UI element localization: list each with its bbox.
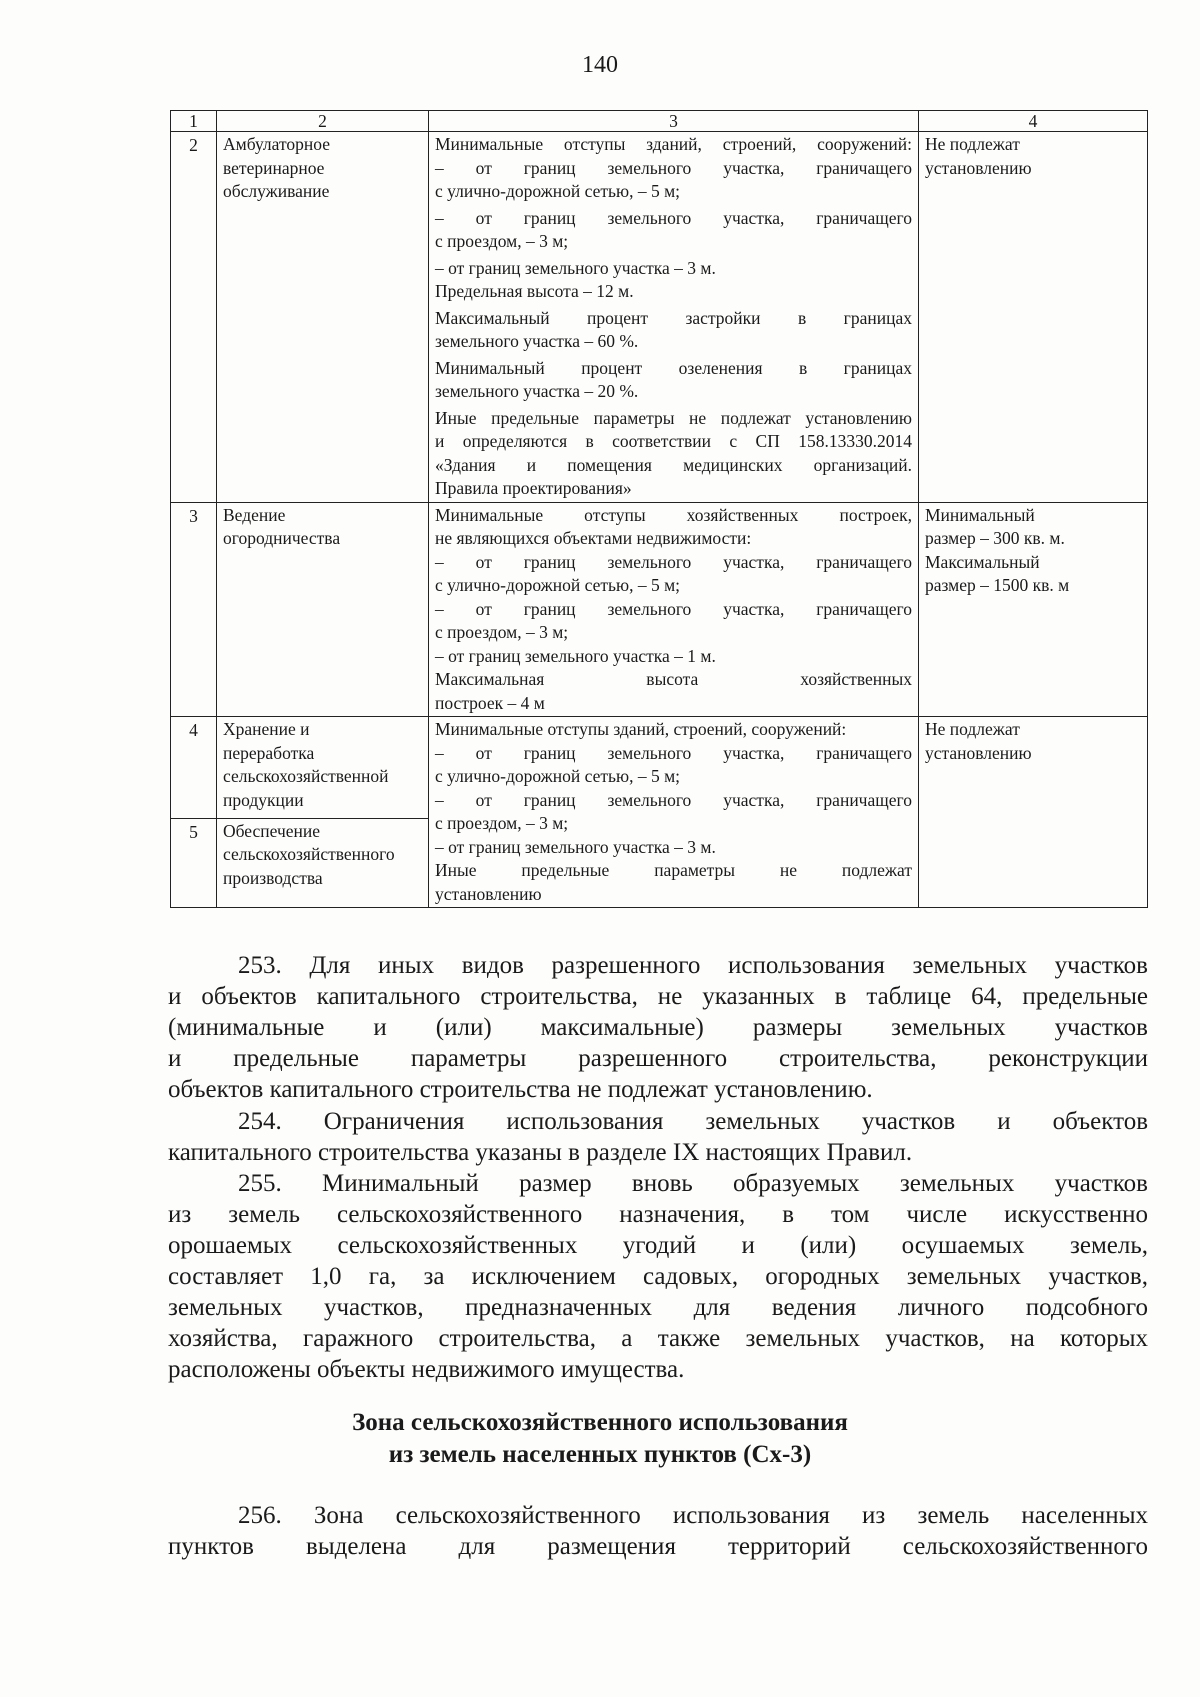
section-heading (0, 1407, 1200, 1471)
paragraph-254 (168, 1106, 1148, 1168)
parameter-line: установлению (435, 883, 542, 904)
size-cell (919, 502, 1148, 717)
column-header-1: 1 (171, 111, 217, 132)
paragraph-line: капитального строительства указаны в разделе IX настоящих Правил. (168, 1139, 913, 1166)
paragraph-line: орошаемых сельскохозяйственных угодий и (или) осушаемых земель, (168, 1232, 1148, 1259)
use-type-name (217, 717, 429, 819)
parameter-line: – от границ земельного участка, граничащего (435, 551, 912, 572)
paragraph-line: 254. Ограничения использования земельных участков и объектов (238, 1108, 1148, 1135)
paragraph-line: земельных участков, предназначенных для ведения личного подсобного (168, 1294, 1148, 1321)
parameter-line: и определяются в соответствии с СП 158.13330.2014 (435, 431, 912, 451)
parameter-line: с проездом, – 3 м; (435, 231, 569, 251)
paragraph-line: объектов капитального строительства не подлежат установлению. (168, 1076, 873, 1103)
parameter-line: не являющихся объектами недвижимости: (435, 528, 752, 548)
parameter-line: Иные предельные параметры не подлежат (435, 860, 912, 880)
paragraph-line: и предельные параметры разрешенного строительства, реконструкции (168, 1045, 1148, 1072)
parameter-line: земельного участка – 20 %. (435, 381, 639, 401)
size-line: Минимальный (925, 504, 1035, 525)
paragraph-line: из земель сельскохозяйственного назначения, в том числе искусственно (168, 1201, 1148, 1228)
heading-line: из земель населенных пунктов (Сх-3) (388, 1441, 812, 1468)
parameter-line: Минимальные отступы зданий, строений, сооружений: (435, 134, 912, 154)
paragraph-line: (минимальные и (или) максимальные) размеры земельных участков (168, 1014, 1148, 1041)
paragraph-253 (168, 950, 1148, 1105)
parameter-line: Иные предельные параметры не подлежат установлению (435, 407, 912, 428)
parameter-line: Минимальные отступы зданий, строений, сооружений: (435, 719, 847, 739)
table-row (171, 502, 1148, 717)
parameter-line: с улично-дорожной сетью, – 5 м; (435, 575, 681, 595)
use-type-name-line: Обеспечение (223, 820, 321, 841)
size-line: Не подлежат (925, 134, 1020, 154)
parameters-cell (429, 502, 919, 717)
parameter-line: – от границ земельного участка – 3 м. (435, 836, 716, 857)
parameter-line: Правила проектирования» (435, 478, 632, 498)
size-line: установлению (925, 157, 1032, 178)
use-type-name-line: ветеринарное (223, 157, 325, 178)
table-row (171, 132, 1148, 503)
parameter-line: с улично-дорожной сетью, – 5 м; (435, 766, 681, 786)
parameter-line: – от границ земельного участка, граничащего (435, 207, 912, 228)
parameter-line: Предельная высота – 12 м. (435, 281, 634, 301)
parameters-cell (429, 717, 919, 908)
use-type-name-line: Хранение и (223, 719, 310, 739)
paragraph-line: пунктов выделена для размещения территорий сельскохозяйственного (168, 1533, 1148, 1560)
table-header-row (171, 111, 1148, 132)
use-type-name-line: продукции (223, 789, 304, 810)
size-line: Максимальный (925, 551, 1040, 572)
parameter-line: Минимальный процент озеленения в границах (435, 357, 912, 378)
parameter-line: построек – 4 м (435, 692, 545, 713)
parameter-line: Минимальные отступы хозяйственных построек, (435, 504, 912, 525)
parameter-line: Максимальный процент застройки в границах (435, 307, 912, 328)
column-header-2: 2 (217, 111, 429, 132)
parameter-line: – от границ земельного участка, граничащего (435, 742, 912, 763)
parameter-line: – от границ земельного участка, граничащего (435, 789, 912, 810)
use-type-name-line: производства (223, 867, 323, 888)
use-type-name-line: сельскохозяйственной (223, 766, 389, 786)
table-row (171, 717, 1148, 819)
parameter-line: Максимальная высота хозяйственных (435, 669, 912, 689)
use-type-name-line: переработка (223, 742, 315, 763)
paragraph-line: расположены объекты недвижимого имущества. (168, 1356, 685, 1383)
parameter-line: – от границ земельного участка, граничащего (435, 598, 912, 619)
paragraph-255 (168, 1168, 1148, 1385)
use-type-name-line: Ведение (223, 504, 286, 525)
size-cell (919, 132, 1148, 503)
parameter-line: земельного участка – 60 %. (435, 331, 639, 351)
size-line: размер – 300 кв. м. (925, 528, 1065, 548)
regulation-table (170, 110, 1148, 908)
parameter-line: с проездом, – 3 м; (435, 622, 569, 642)
paragraph-line: и объектов капитального строительства, не указанных в таблице 64, предельные (168, 983, 1148, 1010)
paragraph-line: хозяйства, гаражного строительства, а также земельных участков, на которых (168, 1325, 1148, 1352)
parameter-line: – от границ земельного участка – 1 м. (435, 645, 716, 666)
row-number: 3 (171, 502, 217, 717)
row-number: 2 (171, 132, 217, 503)
row-number: 4 (171, 717, 217, 819)
page-number: 140 (582, 52, 618, 78)
paragraph-line: 253. Для иных видов разрешенного использования земельных участков (238, 952, 1148, 979)
use-type-name-line: обслуживание (223, 181, 330, 201)
size-line: Не подлежат (925, 719, 1020, 739)
use-type-name (217, 132, 429, 503)
parameter-line: – от границ земельного участка, граничащего (435, 157, 912, 178)
use-type-name-line: Амбулаторное (223, 134, 330, 154)
size-line: размер – 1500 кв. м (925, 575, 1070, 595)
column-header-3: 3 (429, 111, 919, 132)
use-type-name-line: сельскохозяйственного (223, 844, 395, 865)
column-header-4: 4 (919, 111, 1148, 132)
parameter-line: с улично-дорожной сетью, – 5 м; (435, 181, 681, 201)
heading-line: Зона сельскохозяйственного использования (352, 1409, 848, 1436)
parameter-line: – от границ земельного участка – 3 м. (435, 257, 716, 278)
use-type-name-line: огородничества (223, 528, 341, 548)
paragraph-256 (168, 1500, 1148, 1562)
parameter-line: с проездом, – 3 м; (435, 813, 569, 833)
parameter-line: «Здания и помещения медицинских организаций. (435, 454, 912, 475)
size-cell (919, 717, 1148, 908)
use-type-name (217, 818, 429, 907)
paragraph-line: составляет 1,0 га, за исключением садовых, огородных земельных участков, (168, 1263, 1148, 1290)
paragraph-line: 256. Зона сельскохозяйственного использования из земель населенных (238, 1502, 1148, 1529)
paragraph-line: 255. Минимальный размер вновь образуемых земельных участков (238, 1170, 1148, 1197)
use-type-name (217, 502, 429, 717)
parameters-cell (429, 132, 919, 503)
row-number: 5 (171, 818, 217, 907)
size-line: установлению (925, 742, 1032, 763)
